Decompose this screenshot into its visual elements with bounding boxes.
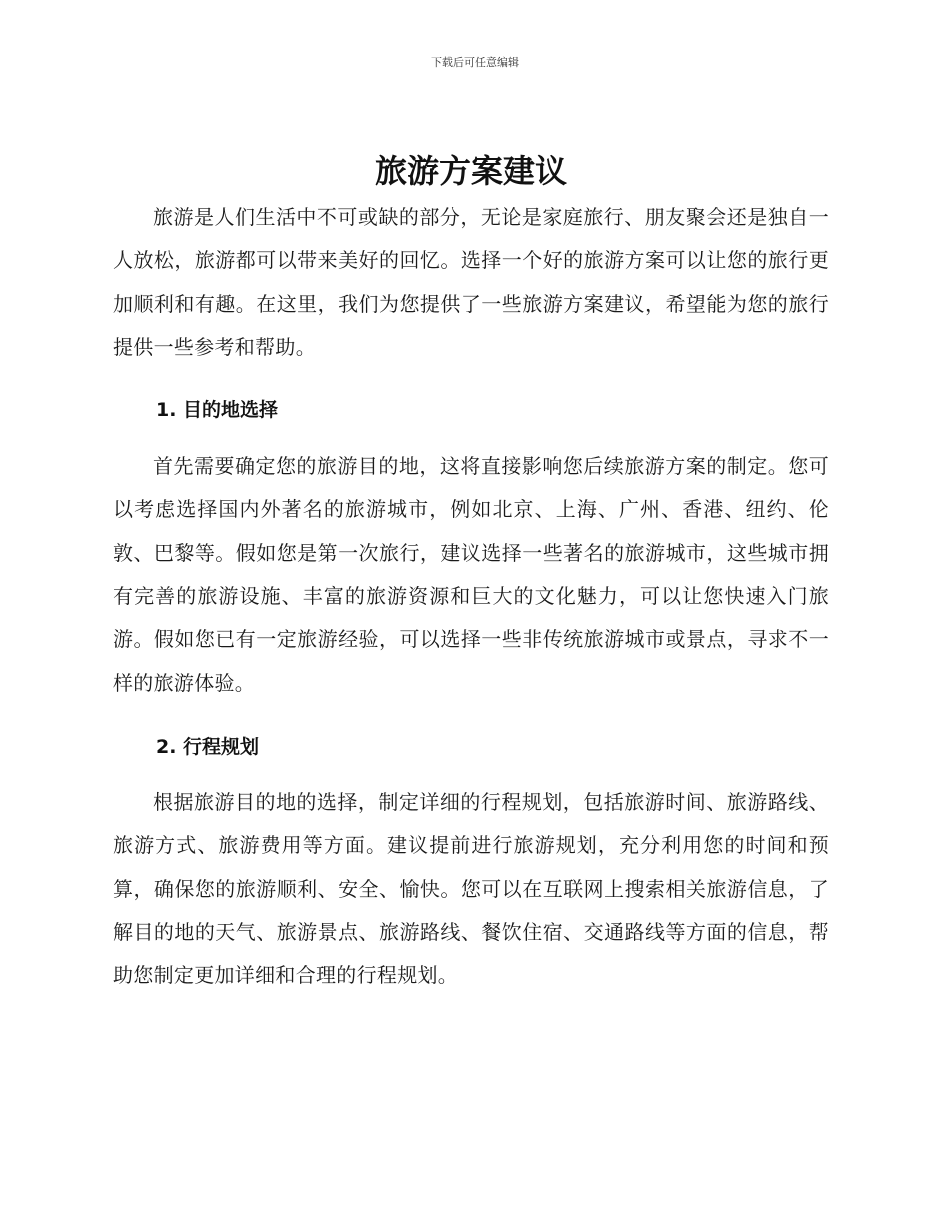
section-heading-destination: 1. 目的地选择 [156, 399, 279, 422]
document-content [113, 148, 829, 997]
header-note: 下载后可任意编辑 [431, 56, 519, 69]
intro-paragraph: 旅游是人们生活中不可或缺的部分，无论是家庭旅行、朋友聚会还是独自一人放松，旅游都可以带来美好的回忆。选择一个好的旅游方案可以让您的旅行更加顺利和有趣。在这里，我们为您提供了一些旅游方案建议，希望能为您的旅行提供一些参考和帮助。 [113, 205, 829, 359]
document-title: 旅游方案建议 [374, 152, 567, 190]
section-body-itinerary: 根据旅游目的地的选择，制定详细的行程规划，包括旅游时间、旅游路线、旅游方式、旅游费用等方面。建议提前进行旅游规划，充分利用您的时间和预算，确保您的旅游顺利、安全、愉快。您可以在互联网上搜索相关旅游信息，了解目的地的天气、旅游景点、旅游路线、餐饮住宿、交通路线等方面的信息，帮助您制定更加详细和合理的行程规划。 [113, 789, 829, 988]
section-body-destination: 首先需要确定您的旅游目的地，这将直接影响您后续旅游方案的制定。您可以考虑选择国内外著名的旅游城市，例如北京、上海、广州、香港、纽约、伦敦、巴黎等。假如您是第一次旅行，建议选择一些著名的旅游城市，这些城市拥有完善的旅游设施、丰富的旅游资源和巨大的文化魅力，可以让您快速入门旅游。假如您已有一定旅游经验，可以选择一些非传统旅游城市或景点，寻求不一样的旅游体验。 [113, 454, 829, 695]
section-heading-itinerary: 2. 行程规划 [156, 735, 260, 758]
